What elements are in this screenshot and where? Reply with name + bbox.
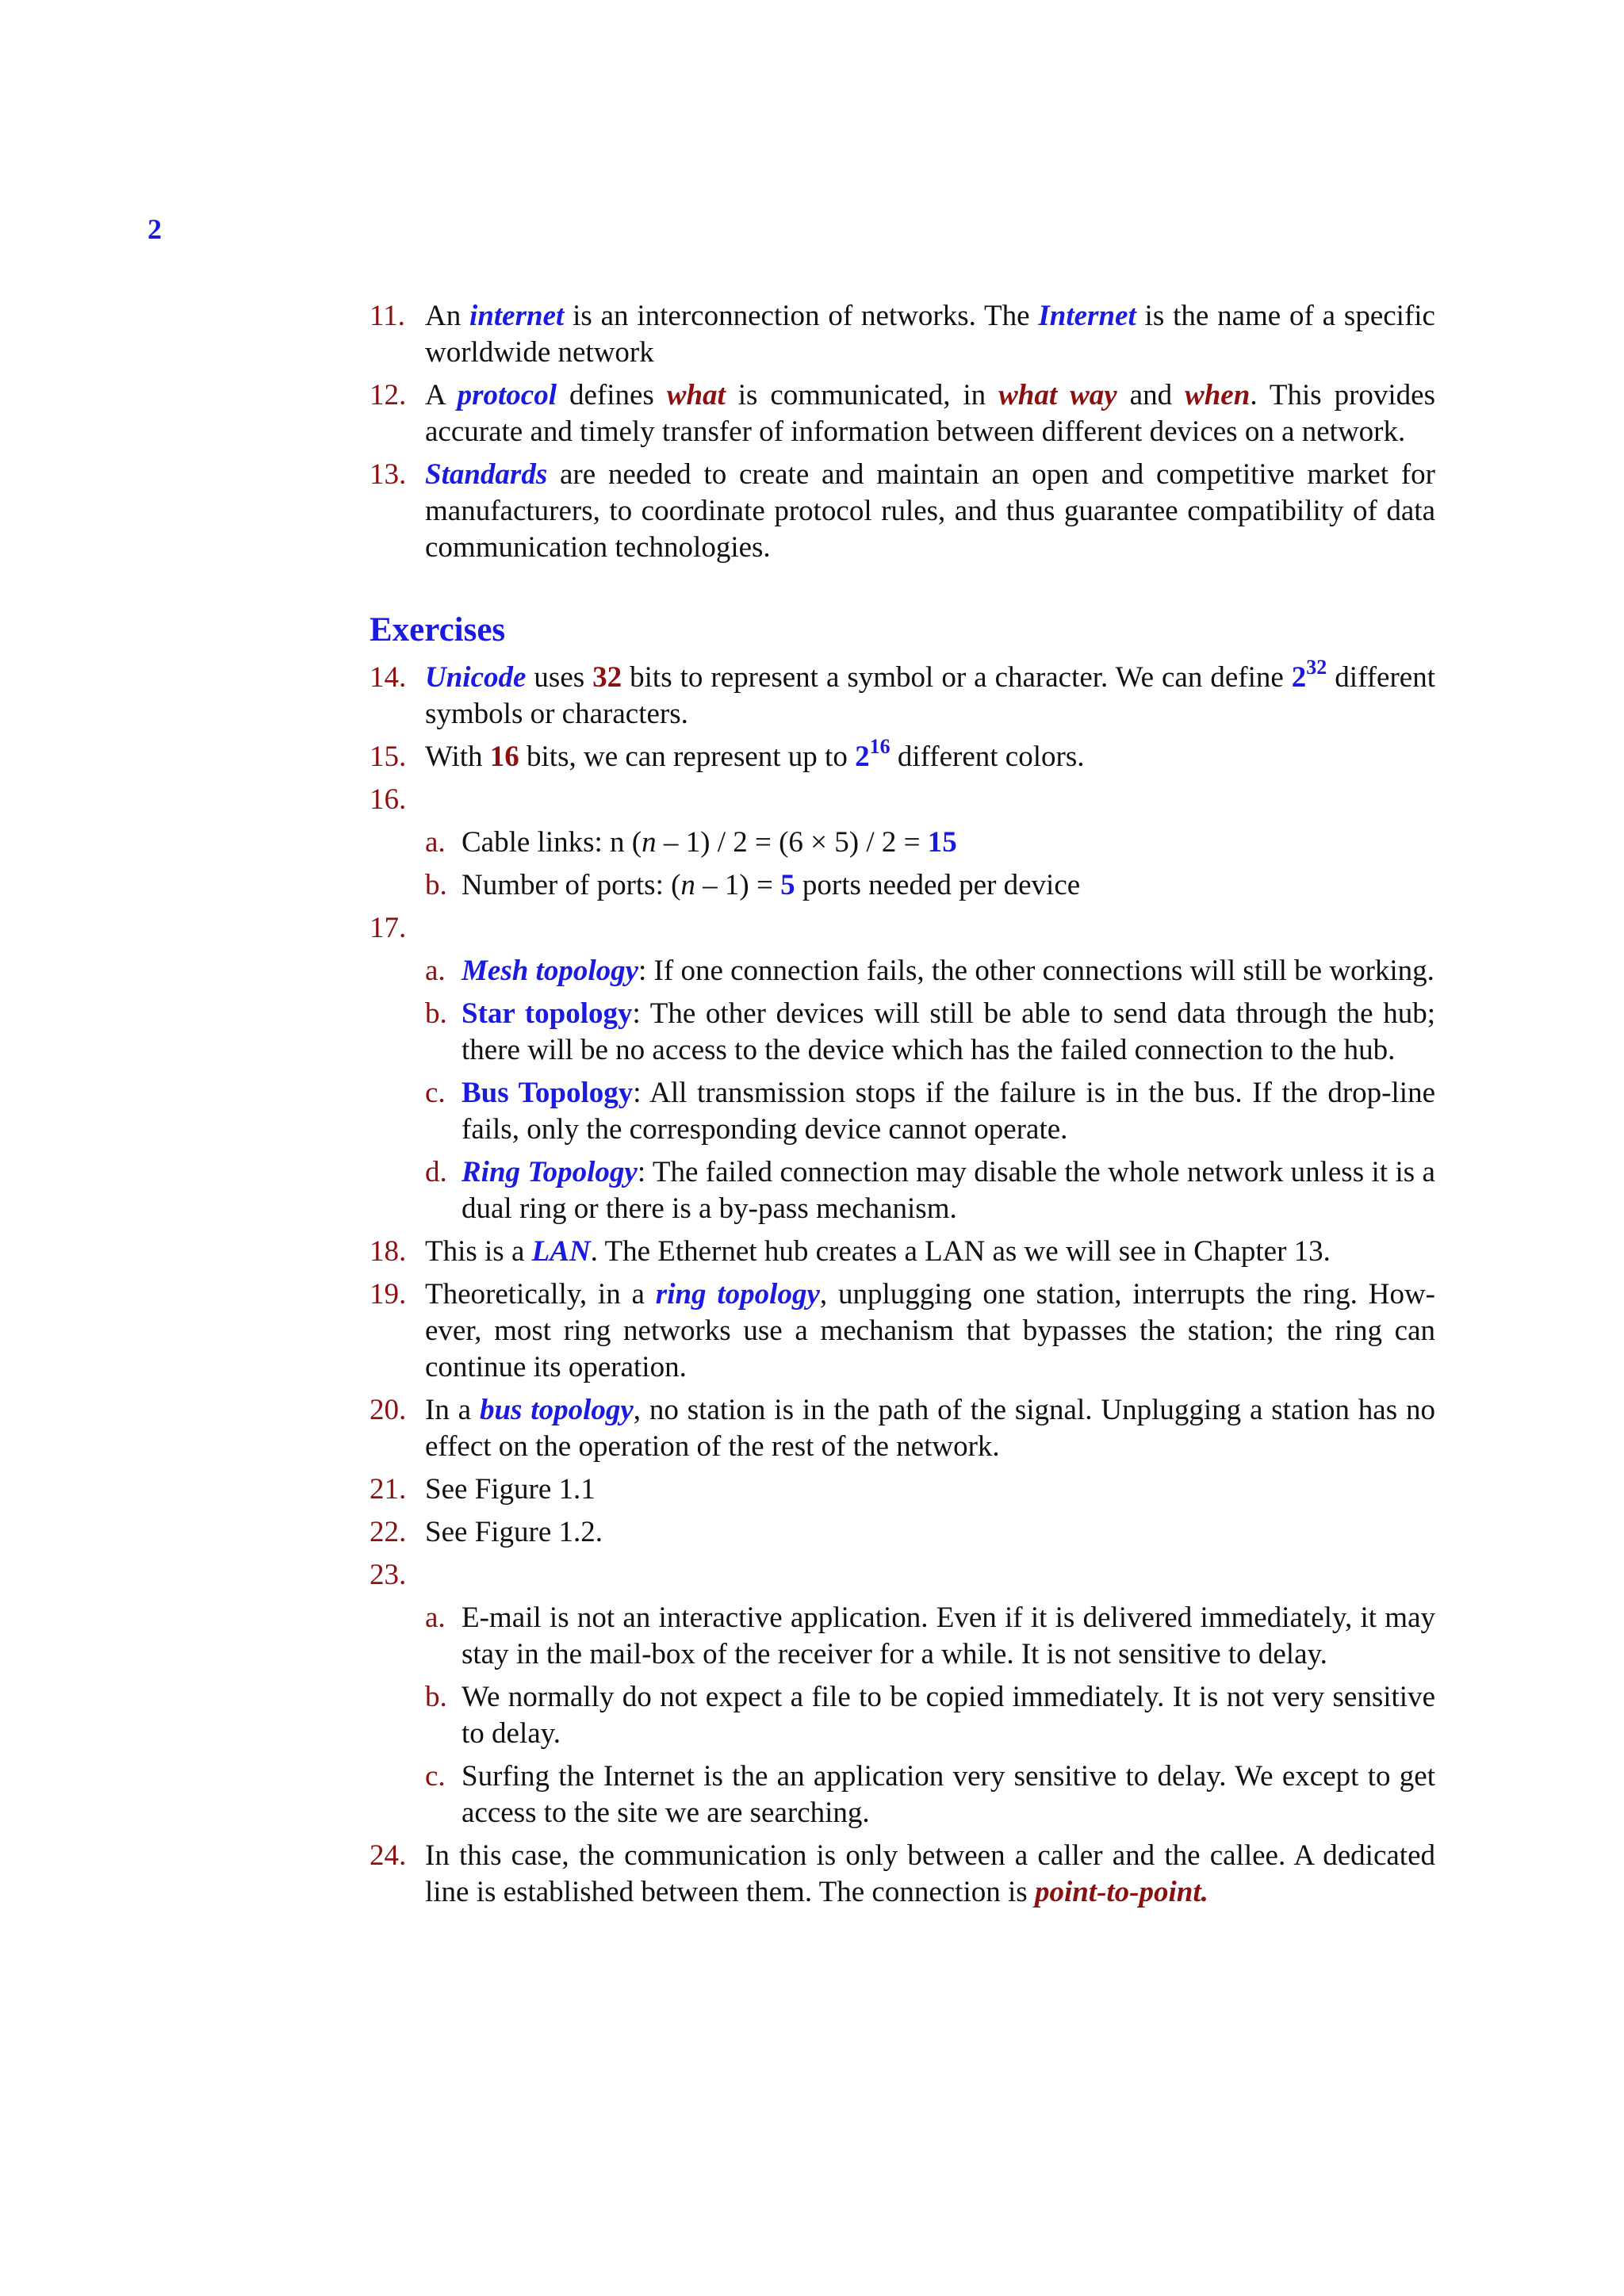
text-run: In a <box>425 1394 480 1426</box>
item-number: 23. <box>370 1559 407 1591</box>
highlighted-term: 16 <box>489 740 519 773</box>
text-run: is an interconnection of networks. The <box>564 300 1039 332</box>
item-number: 13. <box>370 458 407 491</box>
text-run: different symbols or characters. <box>425 661 1435 730</box>
highlighted-term: 32 <box>592 661 622 694</box>
text-run: . The Ethernet hub creates a LAN as we will see in Chapter 13. <box>590 1235 1331 1268</box>
text-run: ports needed per device <box>795 869 1081 901</box>
text-run: : If one connection fails, the other connections will still be working. <box>638 955 1434 987</box>
highlighted-term: bus topology <box>479 1394 634 1426</box>
item-number: 11. <box>370 300 405 332</box>
list-item <box>370 1557 1435 1594</box>
text-run: bits, we can represent up to <box>519 740 856 773</box>
item-text <box>425 1473 596 1506</box>
highlighted-term: 2 <box>855 740 870 773</box>
list-item <box>370 1471 1435 1508</box>
sub-item-letter: b. <box>425 869 447 901</box>
sub-item-text <box>462 1077 1435 1146</box>
item-text <box>425 656 1435 730</box>
list-item <box>370 656 1435 733</box>
highlighted-term: Ring Topology <box>462 1156 638 1188</box>
sub-item <box>370 1758 1435 1831</box>
item-number: 12. <box>370 379 407 411</box>
item-text <box>425 458 1435 564</box>
sub-item <box>370 1679 1435 1752</box>
text-run: is communicated, in <box>725 379 999 411</box>
sub-item-letter: c. <box>425 1760 446 1793</box>
text-run: Number of ports: ( <box>462 869 681 901</box>
text-run: are needed to create and maintain an open and competitive market for manufacturers, to coordinate protocol rules, and thus guarantee compatibility of data communication technologies. <box>425 458 1435 564</box>
sub-item-text <box>462 826 957 859</box>
list-item <box>370 1392 1435 1465</box>
list-item <box>370 1234 1435 1270</box>
sub-item <box>370 1600 1435 1673</box>
sub-item-letter: b. <box>425 1681 447 1713</box>
text-run: : All transmission stops if the failure is in the bus. If the drop-line fails, only the corresponding device cannot operate. <box>462 1077 1435 1146</box>
sub-item-letter: c. <box>425 1077 446 1109</box>
highlighted-term: Standards <box>425 458 548 491</box>
sub-item <box>370 1075 1435 1148</box>
item-number: 15. <box>370 740 407 773</box>
sub-item-letter: d. <box>425 1156 447 1188</box>
sub-item <box>370 867 1435 904</box>
list-item <box>370 298 1435 371</box>
highlighted-term: Unicode <box>425 661 527 694</box>
sub-item-text <box>462 1156 1435 1225</box>
highlighted-term: n <box>642 826 657 859</box>
highlighted-term: 2 <box>1291 661 1307 694</box>
highlighted-term: internet <box>469 300 565 332</box>
text-run: , unplugging one station, interrupts the ring. However, most ring networks use a mechanism that bypasses the station; the ring can continue its operation. <box>425 1278 1435 1383</box>
highlighted-term: Mesh topology <box>462 955 639 987</box>
text-run: In this case, the communication is only between a caller and the callee. A dedicated line is established between them. The connection is <box>425 1839 1435 1908</box>
text-run: Theoretically, in a <box>425 1278 656 1311</box>
page-number: 2 <box>147 213 162 245</box>
item-text <box>425 1394 1435 1463</box>
highlighted-term: 5 <box>780 869 795 901</box>
sub-item-letter: a. <box>425 1601 446 1634</box>
sub-item-text <box>462 1760 1435 1829</box>
item-text <box>425 1235 1331 1268</box>
item-text <box>425 912 432 944</box>
text-run: This is a <box>425 1235 532 1268</box>
text-run: : The failed connection may disable the whole network unless it is a dual ring or there is a by-pass mechanism. <box>462 1156 1435 1225</box>
highlighted-term: what <box>666 379 726 411</box>
highlighted-term: Star topology <box>462 997 633 1030</box>
sub-item-letter: a. <box>425 826 446 859</box>
item-text <box>425 783 432 816</box>
highlighted-term: 15 <box>927 826 957 859</box>
item-text <box>425 1278 1435 1383</box>
text-run: Surfing the Internet is the an application very sensitive to delay. We except to get access to the site we are searching. <box>462 1760 1435 1829</box>
highlighted-term: protocol <box>457 379 557 411</box>
text-run: With <box>425 740 490 773</box>
list-item <box>370 1276 1435 1386</box>
text-run: , no station is in the path of the signal. Unplugging a station has no effect on the operation of the rest of the network. <box>425 1394 1435 1463</box>
item-number: 17. <box>370 912 407 944</box>
item-number: 22. <box>370 1516 407 1548</box>
item-number: 20. <box>370 1394 407 1426</box>
item-text <box>425 735 1085 773</box>
highlighted-term: what way <box>998 379 1117 411</box>
item-number: 19. <box>370 1278 407 1311</box>
text-run: E-mail is not an interactive application. Even if it is delivered immediately, it may stay in the mail-box of the receiver for a while. It is not sensitive to delay. <box>462 1601 1435 1670</box>
sub-item-text <box>462 955 1434 987</box>
exercises-list <box>370 656 1435 1911</box>
answers-list <box>370 298 1435 566</box>
list-item <box>370 1514 1435 1551</box>
text-run: different colors. <box>890 740 1085 773</box>
item-text <box>425 1516 603 1548</box>
section-heading-exercises: Exercises <box>370 611 506 649</box>
sub-item <box>370 953 1435 989</box>
item-text <box>425 379 1435 448</box>
highlighted-term: ring topology <box>655 1278 820 1311</box>
item-number: 24. <box>370 1839 407 1872</box>
highlighted-term: Internet <box>1038 300 1136 332</box>
list-item <box>370 910 1435 947</box>
list-item <box>370 377 1435 450</box>
highlighted-term: LAN <box>531 1235 591 1268</box>
text-run: An <box>425 300 470 332</box>
text-run: We normally do not expect a file to be copied immediately. It is not very sensitive to delay. <box>462 1681 1435 1750</box>
item-number: 14. <box>370 661 407 694</box>
text-run: See Figure 1.1 <box>425 1473 596 1506</box>
text-run: defines <box>557 379 667 411</box>
highlighted-term: when <box>1185 379 1251 411</box>
item-text <box>425 300 1435 369</box>
text-run: : The other devices will still be able to send data through the hub; there will be no access to the device which has the failed connection to the hub. <box>462 997 1435 1066</box>
text-run: and <box>1116 379 1185 411</box>
text-run: Cable links: n ( <box>462 826 642 859</box>
text-run: uses <box>526 661 593 694</box>
sub-item <box>370 825 1435 861</box>
sub-item-text <box>462 869 1080 901</box>
sub-item-text <box>462 997 1435 1066</box>
list-item <box>370 735 1435 775</box>
text-run: bits to represent a symbol or a character. We can define <box>622 661 1292 694</box>
text-run: is the name of a specific worldwide network <box>425 300 1435 369</box>
highlighted-term: n <box>680 869 695 901</box>
item-text <box>425 1839 1435 1908</box>
text-run: – 1) = <box>695 869 781 901</box>
sub-item <box>370 1154 1435 1227</box>
text-run: A <box>425 379 458 411</box>
item-number: 18. <box>370 1235 407 1268</box>
list-item <box>370 782 1435 818</box>
main-content <box>370 298 1435 1917</box>
text-run: – 1) / 2 = (6 × 5) / 2 = <box>656 826 928 859</box>
text-run: . This provides accurate and timely transfer of information between different devices on a network. <box>425 379 1435 448</box>
highlighted-term: Bus Topology <box>462 1077 634 1109</box>
list-item <box>370 1838 1435 1911</box>
sub-item-text <box>462 1601 1435 1670</box>
item-number: 21. <box>370 1473 407 1506</box>
sub-item-letter: b. <box>425 997 447 1030</box>
item-number: 16. <box>370 783 407 816</box>
sub-item-letter: a. <box>425 955 446 987</box>
sub-item <box>370 996 1435 1069</box>
list-item <box>370 457 1435 566</box>
item-text <box>425 1559 432 1591</box>
highlighted-term: point-to-point. <box>1034 1876 1208 1908</box>
text-run: See Figure 1.2. <box>425 1516 603 1548</box>
highlighted-term: 32 <box>1306 656 1327 679</box>
sub-item-text <box>462 1681 1435 1750</box>
highlighted-term: 16 <box>869 735 891 758</box>
